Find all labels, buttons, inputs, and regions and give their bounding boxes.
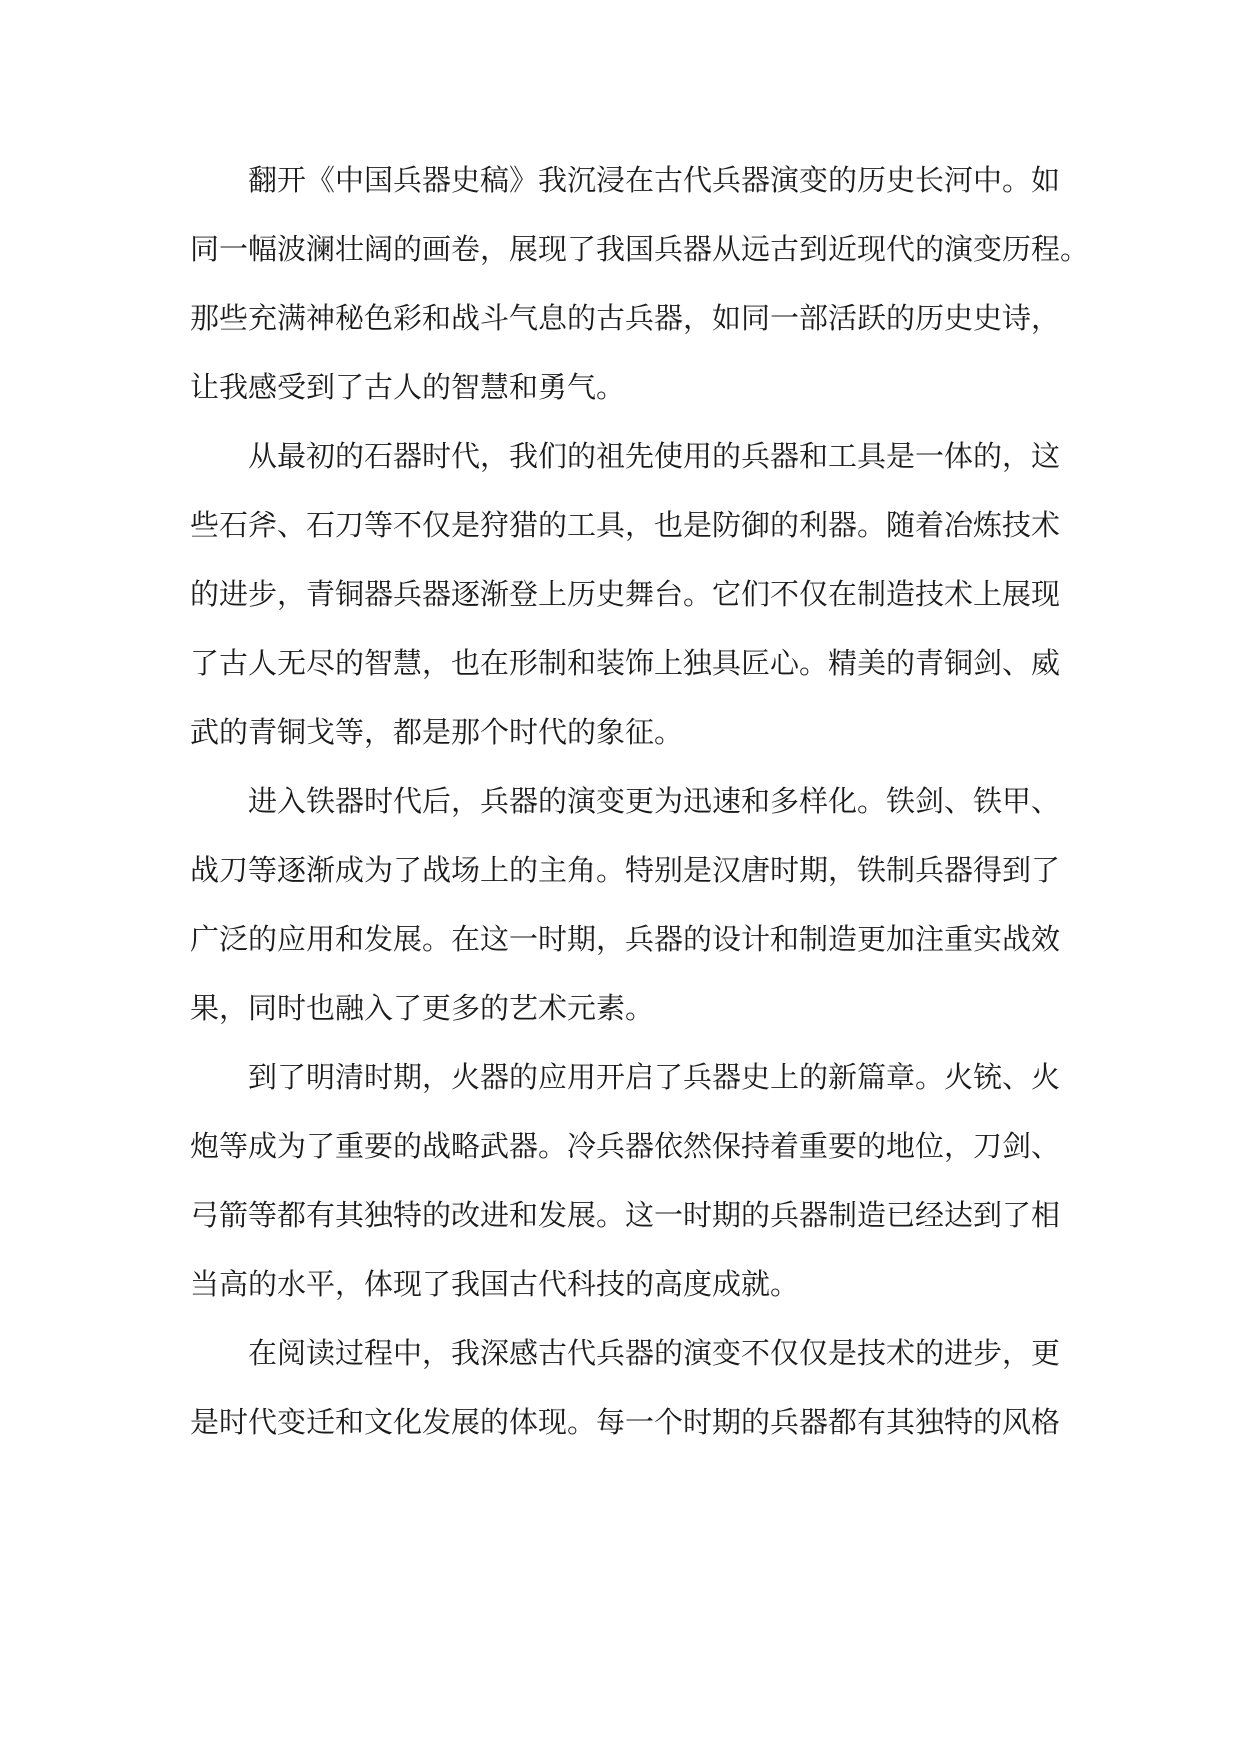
text-line: 炮等成为了重要的战略武器。冷兵器依然保持着重要的地位，刀剑、 xyxy=(190,1129,1061,1163)
text-line: 到了明清时期，火器的应用开启了兵器史上的新篇章。火铳、火 xyxy=(248,1060,1061,1094)
paragraph-3 xyxy=(190,767,1061,1043)
text-line: 广泛的应用和发展。在这一时期，兵器的设计和制造更加注重实战效 xyxy=(190,922,1061,956)
body-text xyxy=(190,146,1090,1457)
text-line: 了古人无尽的智慧，也在形制和装饰上独具匠心。精美的青铜剑、威 xyxy=(190,646,1061,680)
text-line: 从最初的石器时代，我们的祖先使用的兵器和工具是一体的，这 xyxy=(248,439,1061,473)
text-line: 武的青铜戈等，都是那个时代的象征。 xyxy=(190,715,684,749)
text-line: 同一幅波澜壮阔的画卷，展现了我国兵器从远古到近现代的演变历程。 xyxy=(190,232,1090,266)
text-line: 进入铁器时代后，兵器的演变更为迅速和多样化。铁剑、铁甲、 xyxy=(248,784,1061,818)
text-line: 战刀等逐渐成为了战场上的主角。特别是汉唐时期，铁制兵器得到了 xyxy=(190,853,1061,887)
text-line: 弓箭等都有其独特的改进和发展。这一时期的兵器制造已经达到了相 xyxy=(190,1198,1061,1232)
text-line: 翻开《中国兵器史稿》我沉浸在古代兵器演变的历史长河中。如 xyxy=(248,163,1061,197)
text-line: 在阅读过程中，我深感古代兵器的演变不仅仅是技术的进步，更 xyxy=(248,1336,1061,1370)
paragraph-2 xyxy=(190,422,1061,767)
paragraph-5 xyxy=(190,1319,1061,1457)
text-line: 当高的水平，体现了我国古代科技的高度成就。 xyxy=(190,1267,800,1301)
text-line: 让我感受到了古人的智慧和勇气。 xyxy=(190,370,626,404)
text-line: 是时代变迁和文化发展的体现。每一个时期的兵器都有其独特的风格 xyxy=(190,1405,1061,1439)
text-line: 的进步，青铜器兵器逐渐登上历史舞台。它们不仅在制造技术上展现 xyxy=(190,577,1061,611)
text-line: 些石斧、石刀等不仅是狩猎的工具，也是防御的利器。随着冶炼技术 xyxy=(190,508,1061,542)
paragraph-4 xyxy=(190,1043,1061,1319)
text-line: 那些充满神秘色彩和战斗气息的古兵器，如同一部活跃的历史史诗， xyxy=(190,301,1061,335)
text-line: 果，同时也融入了更多的艺术元素。 xyxy=(190,991,655,1025)
paragraph-1 xyxy=(190,146,1090,422)
